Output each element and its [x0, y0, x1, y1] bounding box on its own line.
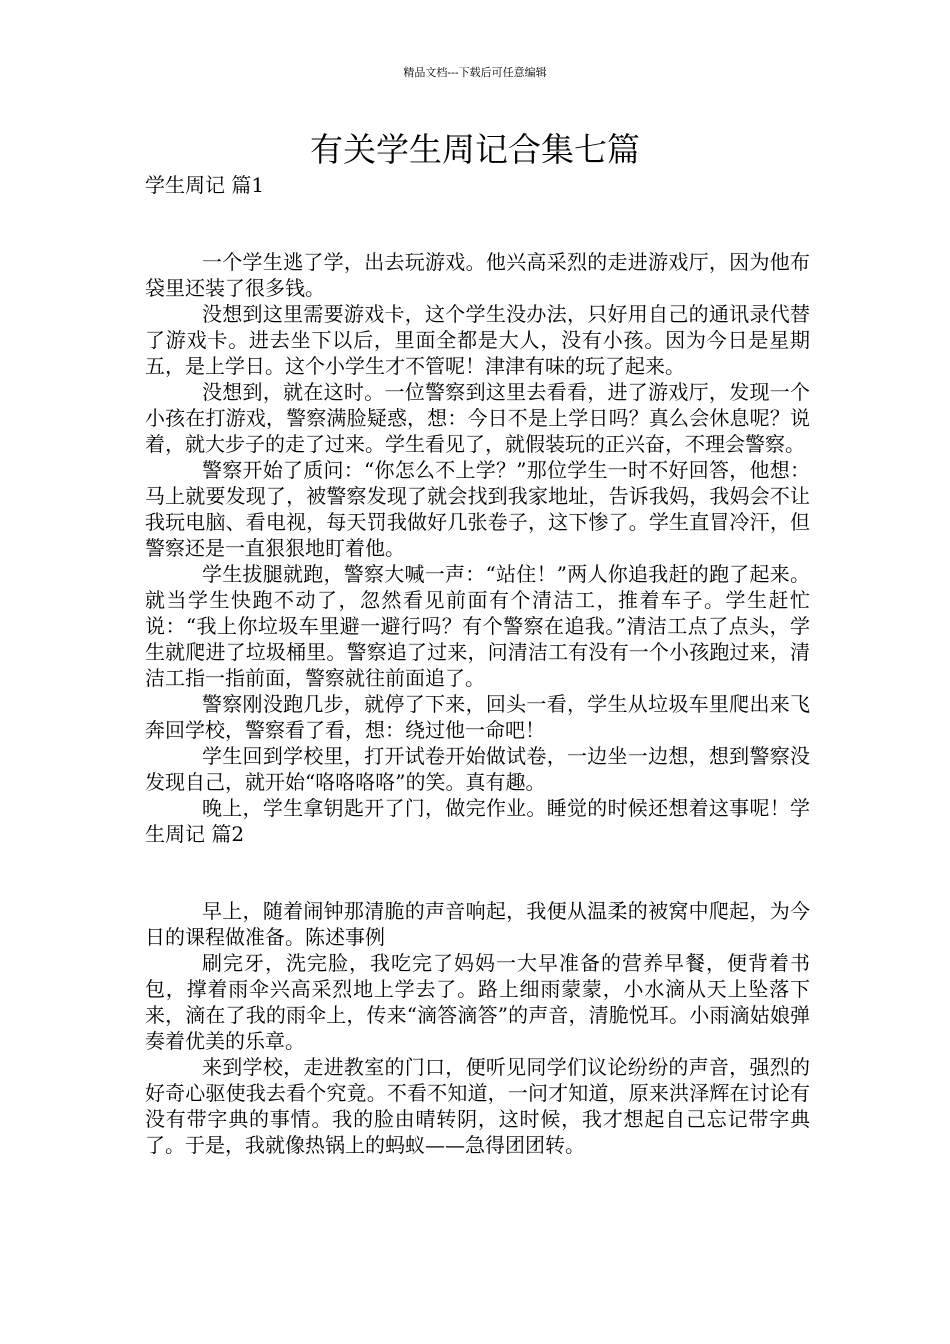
- paragraph: 没想到，就在这时。一位警察到这里去看看，进了游戏厅，发现一个小孩在打游戏，警察满脸疑惑，想：今日不是上学日吗？真么会休息呢？说着，就大步子的走了过来。学生看见了，就假装玩的正兴奋，不理会警察。: [145, 380, 810, 456]
- paragraph: 警察刚没跑几步，就停了下来，回头一看，学生从垃圾车里爬出来飞奔回学校，警察看了看，想：绕过他一命吧！: [145, 692, 810, 742]
- paragraph: 学生回到学校里，打开试卷开始做试卷，一边坐一边想，想到警察没发现自己，就开始“咯咯咯咯”的笑。真有趣。: [145, 744, 810, 794]
- paragraph: 早上，随着闹钟那清脆的声音响起，我便从温柔的被窝中爬起，为今日的课程做准备。陈述事例: [145, 899, 810, 949]
- paragraph: 一个学生逃了学，出去玩游戏。他兴高采烈的走进游戏厅，因为他布袋里还装了很多钱。: [145, 250, 810, 300]
- section-gap: [145, 847, 810, 898]
- paragraph-text: 晚上，学生拿钥匙开了门，做完作业。睡觉的时候还想着这事呢！: [202, 796, 790, 820]
- document-body: [145, 172, 810, 1158]
- paragraph-with-heading: [145, 795, 810, 847]
- paragraph: 学生拔腿就跑，警察大喊一声：“站住！”两人你追我赶的跑了起来。就当学生快跑不动了，忽然看见前面有个清洁工，推着车子。学生赶忙说：“我上你垃圾车里避一避行吗？有个警察在追我。”清洁工点了点头，学生就爬进了垃圾桶里。警察追了过来，问清洁工有没有一个小孩跑过来，清洁工指一指前面，警察就往前面追了。: [145, 562, 810, 690]
- paragraph: 警察开始了质问：“你怎么不上学？”那位学生一时不好回答，他想：马上就要发现了，被警察发现了就会找到我家地址，告诉我妈，我妈会不让我玩电脑、看电视，每天罚我做好几张卷子，这下惨了。学生直冒冷汗，但警察还是一直狠狠地盯着他。: [145, 458, 810, 560]
- paragraph: 刷完牙，洗完脸，我吃完了妈妈一大早准备的营养早餐，便背着书包，撑着雨伞兴高采烈地上学去了。路上细雨蒙蒙，小水滴从天上坠落下来，滴在了我的雨伞上，传来“滴答滴答”的声音，清脆悦耳。小雨滴姑娘弹奏着优美的乐章。: [145, 951, 810, 1053]
- paragraph: 来到学校，走进教室的门口，便听见同学们议论纷纷的声音，强烈的好奇心驱使我去看个究竟。不看不知道，一问才知道，原来洪泽辉在讨论有没有带字典的事情。我的脸由晴转阴，这时候，我才想起自己忘记带字典了。于是，我就像热锅上的蚂蚁——急得团团转。: [145, 1055, 810, 1157]
- section-gap: [145, 198, 810, 249]
- section-heading-1: 学生周记 篇1: [145, 173, 265, 197]
- header-note: 精品文档---下载后可任意编辑: [403, 66, 547, 79]
- paragraph: 没想到这里需要游戏卡，这个学生没办法，只好用自己的通讯录代替了游戏卡。进去坐下以后，里面全都是大人，没有小孩。因为今日是星期五，是上学日。这个小学生才不管呢！津津有味的玩了起来。: [145, 302, 810, 378]
- section-heading-2: 学生周记 篇2: [145, 796, 810, 846]
- document-title: 有关学生周记合集七篇: [310, 130, 640, 169]
